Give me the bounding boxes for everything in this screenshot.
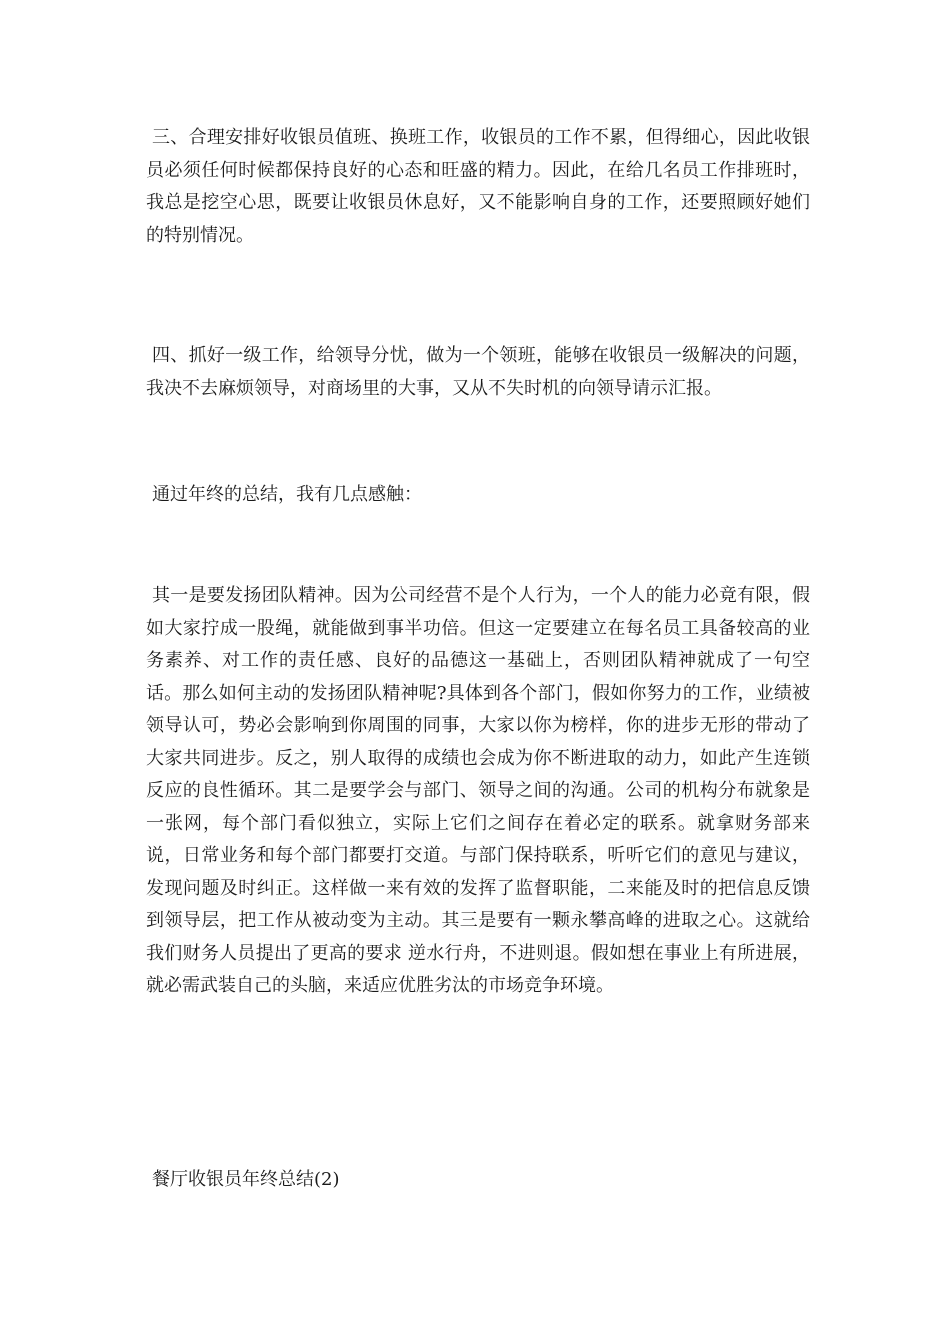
paragraph-share-leader-burden: 四、抓好一级工作，给领导分忧，做为一个领班，能够在收银员一级解决的问题，我决不去麻烦领导，对商场里的大事，又从不失时机的向领导请示汇报。 [146,345,810,399]
paragraph-team-spirit: 其一是要发扬团队精神。因为公司经营不是个人行为，一个人的能力必竟有限，假如大家拧成一股绳，就能做到事半功倍。但这一定要建立在每名员工具备较高的业务素养、对工作的责任感、良好的品德这一基础上，否则团队精神就成了一句空话。那么如何主动的发扬团队精神呢?具体到各个部门，假如你努力的工作，业绩被领导认可，势必会影响到你周围的同事，大家以你为榜样，你的进步无形的带动了大家共同进步。反之，别人取得的成绩也会成为你不断进取的动力，如此产生连锁反应的良性循环。其二是要学会与部门、领导之间的沟通。公司的机构分布就象是一张网，每个部门看似独立，实际上它们之间存在着必定的联系。就拿财务部来说，日常业务和每个部门都要打交道。与部门保持联系，听听它们的意见与建议，发现问题及时纠正。这样做一来有效的发挥了监督职能，二来能及时的把信息反馈到领导层，把工作从被动变为主动。其三是要有一颗永攀高峰的进取之心。这就给我们财务人员提出了更高的要求 逆水行舟，不进则退。假如想在事业上有所进展，就必需武装自己的头脑，来适应优胜劣汰的市场竞争环境。 [146,585,810,996]
paragraph-shift-arrangement: 三、合理安排好收银员值班、换班工作，收银员的工作不累，但得细心，因此收银员必须任何时候都保持良好的心态和旺盛的精力。因此，在给几名员工作排班时，我总是挖空心思，既要让收银员休息好，又不能影响自身的工作，还要照顾好她们的特别情况。 [146,127,810,246]
paragraph-reflections-intro: 通过年终的总结，我有几点感触： [152,484,422,505]
section-title: 餐厅收银员年终总结(2) [152,1169,340,1190]
